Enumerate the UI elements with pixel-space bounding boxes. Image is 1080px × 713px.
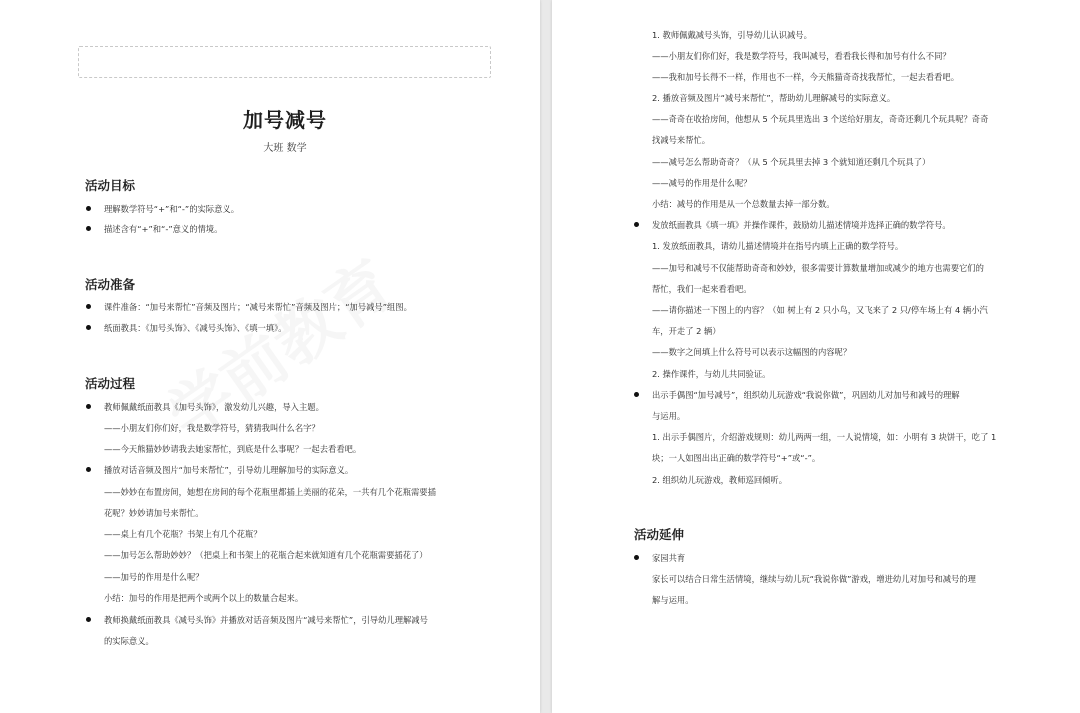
paragraph-line: ——小朋友们你们好，我是数学符号，猜猜我叫什么名字？ xyxy=(104,423,320,433)
list-item: 发放纸面教具《填一填》并操作课件，鼓励幼儿描述情境并选择正确的数学符号。 xyxy=(652,220,951,230)
paragraph-line: ——请你描述一下图上的内容？（如 树上有 2 只小鸟，又飞来了 2 只/停车场上有 4 辆小汽 xyxy=(652,305,988,315)
paragraph-line: 2. 播放音频及图片“减号来帮忙”，帮助幼儿理解减号的实际意义。 xyxy=(652,93,896,103)
paragraph-line: 的实际意义。 xyxy=(104,636,154,646)
list-item: 教师换戴纸面教具《减号头饰》并播放对话音频及图片“减号来帮忙”，引导幼儿理解减号 xyxy=(104,615,428,625)
paragraph-line: ——加号和减号不仅能帮助奇奇和妙妙，很多需要计算数量增加或减少的地方也需要它们的 xyxy=(652,263,984,273)
paragraph-line: ——减号的作用是什么呢？ xyxy=(652,178,752,188)
paragraph-line: 解与运用。 xyxy=(652,595,694,605)
paragraph-line: 2. 操作课件，与幼儿共同验证。 xyxy=(652,369,771,379)
paragraph-line: ——奇奇在收拾房间，他想从 5 个玩具里选出 3 个送给好朋友，奇奇还剩几个玩具呢？奇奇 xyxy=(652,114,989,124)
list-item: 纸面教具：《加号头饰》、《减号头饰》、《填一填》。 xyxy=(104,323,287,333)
paragraph-line: 找减号来帮忙。 xyxy=(652,135,711,145)
paragraph-line: 2. 组织幼儿玩游戏，教师巡回倾听。 xyxy=(652,475,788,485)
paragraph-line: ——今天熊猫妙妙请我去她家帮忙，到底是什么事呢？一起去看看吧。 xyxy=(104,444,362,454)
paragraph-line: 与运用。 xyxy=(652,411,686,421)
paragraph-line: ——减号怎么帮助奇奇？（从 5 个玩具里去掉 3 个就知道还剩几个玩具了） xyxy=(652,157,931,167)
paragraph-line: 帮忙，我们一起来看看吧。 xyxy=(652,284,752,294)
list-item: 描述含有“+”和“-”意义的情境。 xyxy=(104,224,223,234)
list-item: 教师佩戴纸面教具《加号头饰》，激发幼儿兴趣，导入主题。 xyxy=(104,402,324,412)
paragraph-line: 块；一人如图出出正确的数学符号“+”或“-”。 xyxy=(652,453,821,463)
document-subtitle: 大班 数学 xyxy=(263,143,307,154)
paragraph-line: 车，开走了 2 辆） xyxy=(652,326,721,336)
paragraph-line: ——加号怎么帮助妙妙？（把桌上和书架上的花瓶合起来就知道有几个花瓶需要插花了） xyxy=(104,550,428,560)
paragraph-line: 家长可以结合日常生活情境，继续与幼儿玩“我说你做”游戏，增进幼儿对加号和减号的理 xyxy=(652,574,976,584)
list-item: 播放对话音频及图片“加号来帮忙”，引导幼儿理解加号的实际意义。 xyxy=(104,465,354,475)
list-item: 家园共育 xyxy=(652,553,686,563)
section-heading-process: 活动过程 xyxy=(85,376,136,391)
summary-line: 小结：加号的作用是把两个或两个以上的数量合起来。 xyxy=(104,593,304,603)
section-heading-extension: 活动延伸 xyxy=(634,527,685,542)
paragraph-line: ——妙妙在布置房间，她想在房间的每个花瓶里都插上美丽的花朵，一共有几个花瓶需要插 xyxy=(104,487,436,497)
list-item: 理解数学符号“+”和“-”的实际意义。 xyxy=(104,204,239,214)
list-item: 课件准备：“加号来帮忙”音频及图片；“减号来帮忙”音频及图片；“加号减号”组图。 xyxy=(104,302,412,312)
list-item: 出示手偶图“加号减号”，组织幼儿玩游戏“我说你做”，巩固幼儿对加号和减号的理解 xyxy=(652,390,960,400)
document-title: 加号减号 xyxy=(243,108,327,132)
section-heading-prep: 活动准备 xyxy=(85,277,136,292)
section-heading-goals: 活动目标 xyxy=(85,178,136,193)
paragraph-line: ——桌上有几个花瓶？书架上有几个花瓶？ xyxy=(104,529,262,539)
paragraph-line: ——我和加号长得不一样，作用也不一样，今天熊猫奇奇找我帮忙，一起去看看吧。 xyxy=(652,72,959,82)
paragraph-line: 花呢？妙妙请加号来帮忙。 xyxy=(104,508,204,518)
paragraph-line: 1. 发放纸面教具，请幼儿描述情境并在指号内填上正确的数学符号。 xyxy=(652,241,904,251)
header-placeholder-box xyxy=(78,46,491,78)
paragraph-line: 1. 教师佩戴减号头饰，引导幼儿认识减号。 xyxy=(652,30,812,40)
paragraph-line: ——加号的作用是什么呢？ xyxy=(104,572,204,582)
paragraph-line: 1. 出示手偶图片，介绍游戏规则：幼儿两两一组，一人说情境，如：小明有 3 块饼干，吃了 1 xyxy=(652,432,997,442)
paragraph-line: ——小朋友们你们好，我是数学符号，我叫减号，看看我长得和加号有什么不同？ xyxy=(652,51,951,61)
page-2 xyxy=(552,0,1080,713)
paragraph-line: ——数字之间填上什么符号可以表示这幅图的内容呢？ xyxy=(652,347,852,357)
summary-line: 小结：减号的作用是从一个总数量去掉一部分数。 xyxy=(652,199,835,209)
